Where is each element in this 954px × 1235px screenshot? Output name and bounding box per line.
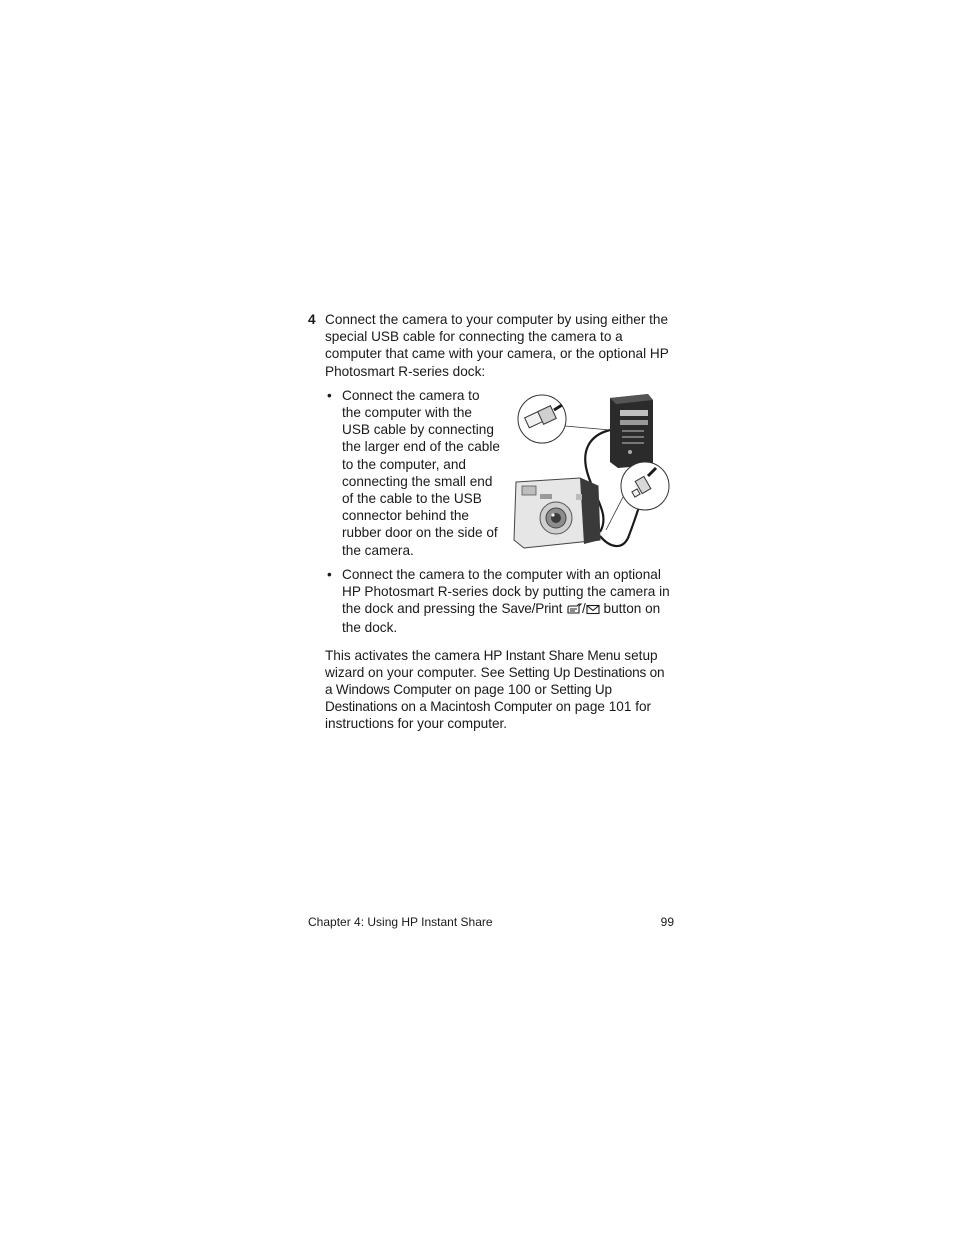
footer-chapter: Chapter 4: Using HP Instant Share xyxy=(308,915,493,929)
bullet-usb-cable xyxy=(325,387,502,559)
bullet-marker: • xyxy=(327,566,332,582)
bullet-text-before: Connect the camera to the computer with an optional HP Photosmart R-series dock by putting the camera in the dock and pressing the xyxy=(342,566,670,617)
step-intro: Connect the camera to your computer by using either the special USB cable for connecting the camera to a computer that came with your camera, or the optional HP Photosmart R-series dock: xyxy=(325,312,669,379)
bullet-text-after: button on the dock. xyxy=(342,601,661,636)
closing-text-3: on page 100 or xyxy=(451,682,551,698)
ref-instant-share-menu: HP Instant Share Menu xyxy=(483,647,621,663)
camera-icon xyxy=(514,478,600,548)
camera-usb-illustration xyxy=(510,390,675,555)
ref-windows-destinations: Setting Up Destinations on a Windows Computer xyxy=(325,664,665,698)
closing-text-2: setup wizard on your computer. See xyxy=(325,647,658,680)
bullet-dock xyxy=(325,566,682,637)
bullet-text: Connect the camera to the computer with the USB cable by connecting the larger end of the cable to the computer, and connecting the small end of the cable to the USB connector behind the rubber door on the side of the camera. xyxy=(342,387,500,558)
printer-icon xyxy=(566,602,582,619)
step-number: 4 xyxy=(308,312,316,327)
envelope-icon xyxy=(586,602,600,619)
ref-mac-destinations: Setting Up Destinations on a Macintosh Computer xyxy=(325,682,612,715)
footer-page-number: 99 xyxy=(660,915,674,929)
save-print-label: Save/Print xyxy=(501,601,563,617)
computer-tower-icon xyxy=(610,394,653,468)
closing-paragraph xyxy=(325,647,675,733)
closing-text-1: This activates the camera xyxy=(325,647,484,663)
mini-usb-callout-icon xyxy=(606,462,669,530)
closing-text-4: on page 101 for instructions for your computer. xyxy=(325,699,652,732)
bullet-marker: • xyxy=(327,387,332,403)
icon-separator: / xyxy=(581,601,586,617)
